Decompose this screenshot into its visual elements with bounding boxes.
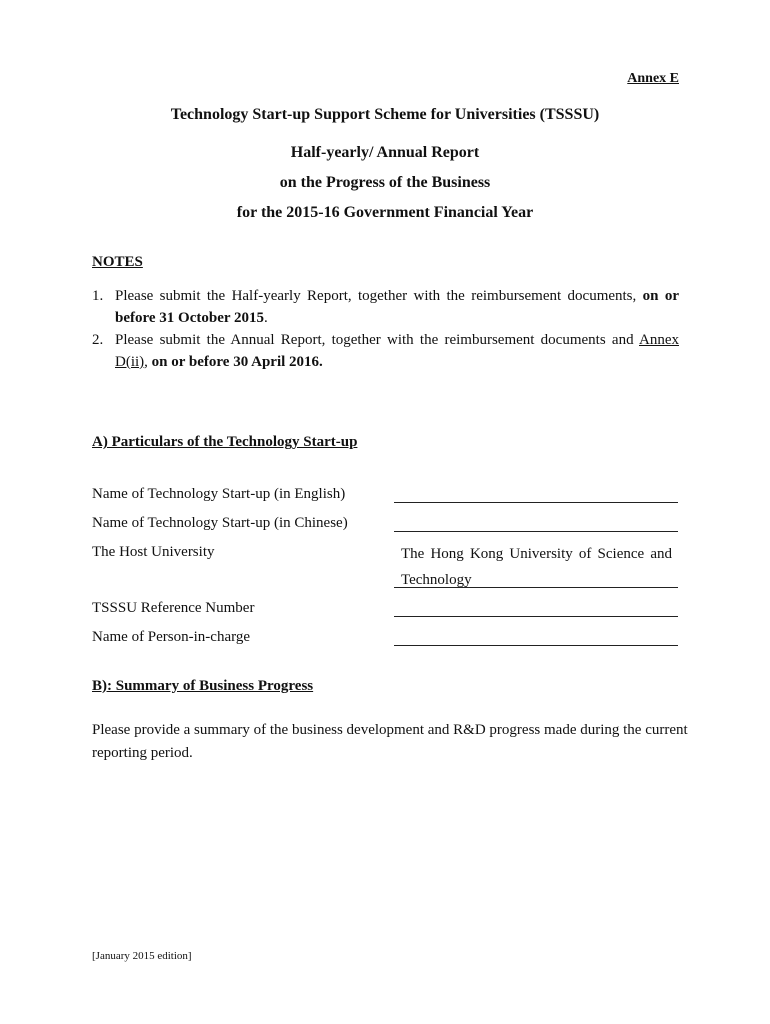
section-b-heading: B): Summary of Business Progress — [92, 678, 314, 694]
note-text-part: Please submit the Half-yearly Report, together with the reimbursement documents, — [115, 288, 643, 304]
note-number: 2. — [92, 332, 104, 348]
note-number: 1. — [92, 288, 104, 304]
scheme-title: Technology Start-up Support Scheme for Universities (TSSSU) — [170, 106, 600, 123]
notes-list — [92, 285, 679, 373]
note-item-1 — [92, 285, 679, 329]
field-input-reference-number[interactable] — [394, 616, 678, 617]
note-text-part: , — [144, 354, 152, 370]
field-label-name-english: Name of Technology Start-up (in English) — [92, 486, 346, 502]
report-year: for the 2015-16 Government Financial Year — [236, 204, 534, 221]
notes-heading: NOTES — [92, 254, 143, 270]
field-input-person-in-charge[interactable] — [394, 645, 678, 646]
host-university-value: The Hong Kong University of Science and Technology — [401, 546, 672, 588]
annex-link[interactable]: Annex D(ii) — [115, 332, 679, 370]
note-text-part: . — [264, 310, 268, 326]
note-text-part: Please submit the Annual Report, together with the reimbursement documents and — [115, 332, 639, 348]
field-label-host-university: The Host University — [92, 544, 215, 560]
report-title: Half-yearly/ Annual Report — [290, 144, 480, 161]
report-subtitle: on the Progress of the Business — [279, 174, 491, 191]
section-a-heading: A) Particulars of the Technology Start-up — [92, 434, 358, 450]
note-item-2 — [92, 329, 679, 373]
annex-label: Annex E — [627, 71, 679, 86]
note-deadline: on or before 31 October 2015 — [115, 288, 679, 326]
field-label-name-chinese: Name of Technology Start-up (in Chinese) — [92, 515, 348, 531]
field-input-name-english[interactable] — [394, 502, 678, 503]
field-label-reference-number: TSSSU Reference Number — [92, 600, 255, 616]
note-deadline: on or before 30 April 2016. — [151, 354, 323, 370]
field-input-name-chinese[interactable] — [394, 531, 678, 532]
field-label-person-in-charge: Name of Person-in-charge — [92, 629, 250, 645]
edition-footer: [January 2015 edition] — [92, 950, 192, 962]
field-input-host-university[interactable] — [394, 587, 678, 588]
summary-instructions: Please provide a summary of the business development and R&D progress made during the current reporting period. — [92, 722, 688, 761]
note-text — [115, 329, 679, 373]
note-text — [115, 285, 679, 329]
